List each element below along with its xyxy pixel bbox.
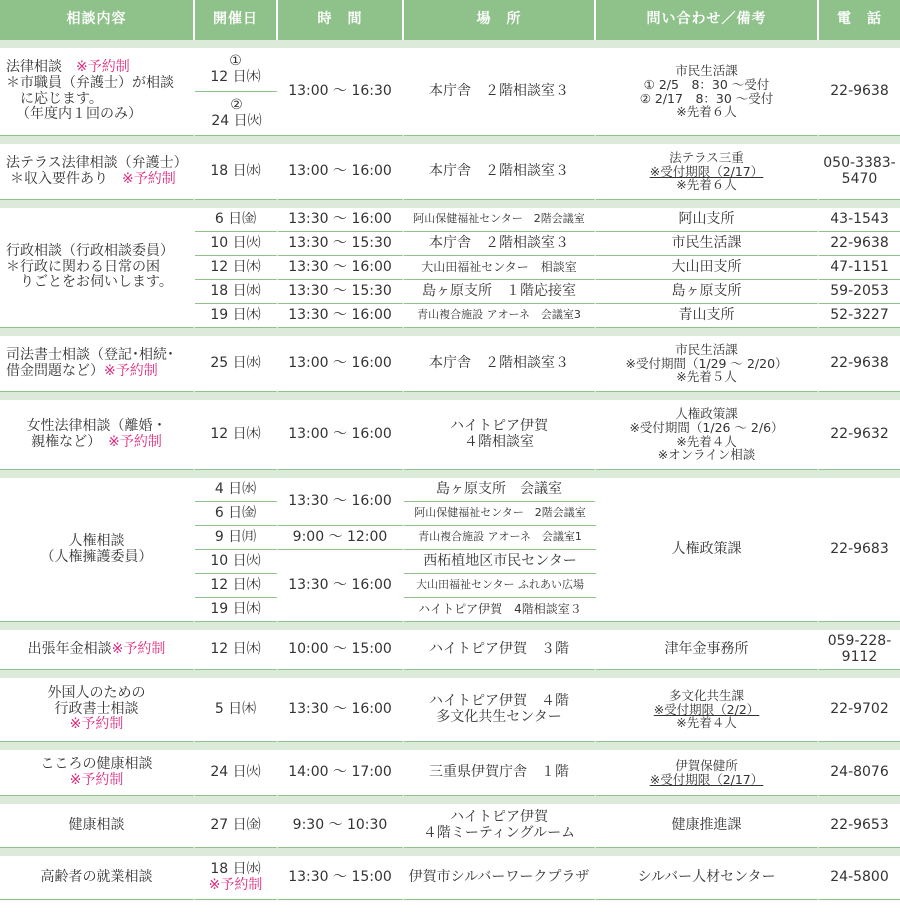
nenkin-reserve: ※予約制 [111,640,166,657]
koreisha-phone: 24-5800 [819,856,900,900]
josei-time: 13:00 ～ 16:00 [278,400,404,470]
gaikoku-contact3: ※先着４人 [676,715,737,731]
gaikoku-time: 13:30 ～ 16:00 [278,678,404,742]
josei-phone: 22-9632 [819,400,900,470]
houterasu-note: ＊収入要件あり [10,170,108,187]
koreisha-place: 伊賀市シルバーワークプラザ [404,856,596,900]
gyosei-place: 阿山保健福祉センター 2階会議室 [404,208,596,232]
law-contact1: 市民生活課 [675,63,738,78]
law-place: 本庁舎 ２階相談室３ [404,48,596,136]
houterasu-contact-cell [596,144,819,200]
nenkin-phone1: 059-228- [827,632,892,649]
kokoro-title: こころの健康相談 [40,755,153,772]
jinken-time: 13:30 ～ 16:00 [278,478,404,526]
josei-place2: ４階相談室 [464,433,534,450]
gyosei-date: 18 日㈬ [195,280,278,304]
jinken-time: 9:00 ～ 12:00 [278,526,404,550]
table-row [0,48,900,92]
josei-place1: ハイトピア伊賀 [450,417,548,434]
gaikoku-title2: 行政書士相談 [54,700,139,717]
law-contact3: ② 2/17 8：30 ～受付 [639,90,774,106]
koreisha-title: 高齢者の就業相談 [0,856,195,900]
gyosei-phone: 22-9638 [819,232,900,256]
table-row [0,804,900,848]
gyosei-contact: 島ヶ原支所 [596,280,819,304]
table-row [0,208,900,232]
table-row [0,678,900,742]
gyosei-date: 19 日㈭ [195,304,278,328]
kokoro-contact1: 伊賀保健所 [675,757,738,773]
gyosei-title1: 行政相談（行政相談委員） [6,242,174,259]
gyosei-date: 6 日㈮ [195,208,278,232]
gyosei-title2: ＊行政に関わる日常の困 [6,258,160,275]
law-time: 13:00 ～ 16:30 [278,48,404,136]
gyosei-time: 13:30 ～ 16:00 [278,256,404,280]
jinken-date: 6 日㈮ [195,502,278,526]
gyosei-time: 13:30 ～ 16:00 [278,208,404,232]
koreisha-date: 18 日㈬ [210,860,261,877]
kokoro-contact-cell [596,750,819,796]
houterasu-reserve: ※予約制 [122,170,176,187]
gaikoku-contact1: 多文化共生課 [668,687,744,703]
kenko-contact: 健康推進課 [596,804,819,848]
gyosei-place: 本庁舎 ２階相談室３ [404,232,596,256]
gyosei-time: 13:30 ～ 15:30 [278,280,404,304]
gyosei-date: 12 日㈭ [195,256,278,280]
kenko-place-cell [404,804,596,848]
houterasu-contact1: 法テラス三重 [669,149,744,165]
law-date2-cell [195,92,278,136]
gyosei-phone: 47-1151 [819,256,900,280]
gyosei-time: 13:30 ～ 16:00 [278,304,404,328]
header-date: 開催日 [195,0,278,40]
houterasu-time: 13:00 ～ 16:00 [278,144,404,200]
nenkin-phone2: 9112 [841,648,878,665]
houterasu-contact3: ※先着６人 [676,177,737,193]
gaikoku-title1: 外国人のための [47,684,146,701]
nenkin-phone-cell [819,630,900,670]
koreisha-date-cell [195,856,278,900]
jinken-title2: （人権擁護委員） [40,548,153,565]
gyosei-contact: 青山支所 [596,304,819,328]
gyosei-title3: りごとをお伺いします。 [20,274,173,291]
law-date1: 12 日㈭ [210,68,261,85]
table-row [0,750,900,796]
shiho-contact-cell [596,336,819,392]
law-date1-cell [195,48,278,92]
law-note3: （年度内１回のみ） [16,106,142,123]
jinken-date: 19 日㈭ [195,598,278,622]
josei-contact1: 人権政策課 [675,406,738,421]
shiho-phone: 22-9638 [819,336,900,392]
gyosei-contact: 阿山支所 [596,208,819,232]
josei-title2: 親権など） [31,433,95,450]
kenko-title: 健康相談 [0,804,195,848]
kokoro-phone: 24-8076 [819,750,900,796]
law-contact2: ① 2/5 8：30 ～受付 [643,76,770,92]
nenkin-contact: 津年金事務所 [596,630,819,670]
law-date2: 24 日㈫ [211,112,262,129]
shiho-content-cell [0,336,195,392]
gyosei-phone: 52-3227 [819,304,900,328]
jinken-place: 島ヶ原支所 会議室 [404,478,596,502]
gyosei-place: 青山複合施設 アオーネ 会議室3 [404,304,596,328]
table-row [0,144,900,200]
kenko-time: 9:30 ～ 10:30 [278,804,404,848]
table-row [0,400,900,470]
jinken-place: 阿山保健福祉センター 2階会議室 [404,502,596,526]
law-date2-num: ② [230,96,243,113]
gaikoku-place1: ハイトピア伊賀 ４階 [429,692,569,709]
law-note1: ＊市職員（弁護士）が相談 [6,74,174,91]
jinken-date: 12 日㈭ [195,574,278,598]
law-title: 法律相談 [6,59,62,76]
jinken-content-cell [0,478,195,622]
gyosei-time: 13:30 ～ 15:30 [278,232,404,256]
law-phone: 22-9638 [819,48,900,136]
houterasu-phone2: 5470 [841,170,878,187]
kenko-phone: 22-9653 [819,804,900,848]
jinken-time: 13:30 ～ 16:00 [278,550,404,622]
jinken-phone: 22-9683 [819,478,900,622]
gyosei-date: 10 日㈫ [195,232,278,256]
kenko-place1: ハイトピア伊賀 [450,808,548,825]
nenkin-place: ハイトピア伊賀 ３階 [404,630,596,670]
josei-contact3: ※先着４人 [676,433,737,449]
shiho-place: 本庁舎 ２階相談室３ [404,336,596,392]
koreisha-reserve: ※予約制 [208,876,263,893]
josei-reserve: ※予約制 [108,433,162,450]
kokoro-contact2: ※受付期限（2/17） [649,771,764,787]
houterasu-content-cell [0,144,195,200]
jinken-place: 大山田福祉センター ふれあい広場 [404,574,596,598]
law-content-cell [0,48,195,136]
law-contact4: ※先着６人 [676,104,737,120]
table-row [0,856,900,900]
jinken-date: 10 日㈫ [195,550,278,574]
kokoro-time: 14:00 ～ 17:00 [278,750,404,796]
josei-date: 12 日㈭ [195,400,278,470]
kokoro-place: 三重県伊賀庁舎 １階 [404,750,596,796]
gyosei-place: 大山田福祉センター 相談室 [404,256,596,280]
gaikoku-date: 5 日㈭ [195,678,278,742]
nenkin-title: 出張年金相談 [27,640,112,657]
koreisha-contact: シルバー人材センター [596,856,819,900]
gyosei-content-cell [0,208,195,328]
jinken-place: 青山複合施設 アオーネ 会議室1 [404,526,596,550]
gyosei-contact: 市民生活課 [596,232,819,256]
shiho-contact2: ※受付期間（1/29 ～ 2/20） [625,355,788,371]
shiho-date: 25 日㈬ [195,336,278,392]
josei-title1: 女性法律相談（離婚・ [26,417,167,434]
jinken-date: 4 日㈬ [195,478,278,502]
kenko-place2: ４階ミーティングルーム [422,824,576,841]
header-time: 時 間 [278,0,404,40]
gaikoku-contact2: ※受付期限（2/2） [653,701,760,717]
houterasu-phone1: 050-3383- [823,154,896,171]
shiho-time: 13:00 ～ 16:00 [278,336,404,392]
gaikoku-phone: 22-9702 [819,678,900,742]
shiho-title1: 司法書士相談（登記･相続･ [6,346,174,363]
jinken-date: 9 日㈪ [195,526,278,550]
shiho-contact3: ※先着５人 [676,369,737,385]
kenko-date: 27 日㈮ [195,804,278,848]
law-contact-cell [596,48,819,136]
gaikoku-place-cell [404,678,596,742]
josei-place-cell [404,400,596,470]
koreisha-time: 13:30 ～ 15:00 [278,856,404,900]
gyosei-phone: 43-1543 [819,208,900,232]
josei-contact2: ※受付期間（1/26 ～ 2/6） [629,419,784,435]
gaikoku-place2: 多文化共生センター [436,708,562,725]
gaikoku-content-cell [0,678,195,742]
kokoro-date: 24 日㈫ [195,750,278,796]
shiho-title2: 借金問題など） [6,362,104,379]
gaikoku-reserve: ※予約制 [69,716,124,733]
josei-contact4: ※オンライン相談 [657,447,756,463]
houterasu-date: 18 日㈬ [195,144,278,200]
gaikoku-contact-cell [596,678,819,742]
josei-content-cell [0,400,195,470]
shiho-contact1: 市民生活課 [675,341,738,357]
table-row [0,336,900,392]
table-row [0,630,900,670]
jinken-title1: 人権相談 [68,532,125,549]
jinken-contact: 人権政策課 [596,478,819,622]
nenkin-time: 10:00 ～ 15:00 [278,630,404,670]
header-content: 相談内容 [0,0,195,40]
nenkin-date: 12 日㈭ [195,630,278,670]
header-contact: 問い合わせ／備考 [596,0,819,40]
law-note2: に応じます。 [20,90,103,107]
jinken-place: ハイトピア伊賀 4階相談室３ [404,598,596,622]
houterasu-title: 法テラス法律相談（弁護士） [6,154,188,171]
nenkin-content-cell [0,630,195,670]
header-phone: 電 話 [819,0,900,40]
houterasu-contact2: ※受付期限（2/17） [649,163,764,179]
header-place: 場 所 [404,0,596,40]
law-reserve: ※予約制 [76,59,130,76]
kokoro-reserve: ※予約制 [69,771,124,788]
houterasu-phone-cell [819,144,900,200]
kokoro-content-cell [0,750,195,796]
gyosei-place: 島ヶ原支所 １階応接室 [404,280,596,304]
josei-contact-cell [596,400,819,470]
table-row [0,478,900,502]
jinken-place: 西柘植地区市民センター [404,550,596,574]
gyosei-contact: 大山田支所 [596,256,819,280]
shiho-reserve: ※予約制 [104,362,158,379]
law-date1-num: ① [229,52,242,69]
houterasu-place: 本庁舎 ２階相談室３ [404,144,596,200]
gyosei-phone: 59-2053 [819,280,900,304]
header-row [0,0,900,40]
